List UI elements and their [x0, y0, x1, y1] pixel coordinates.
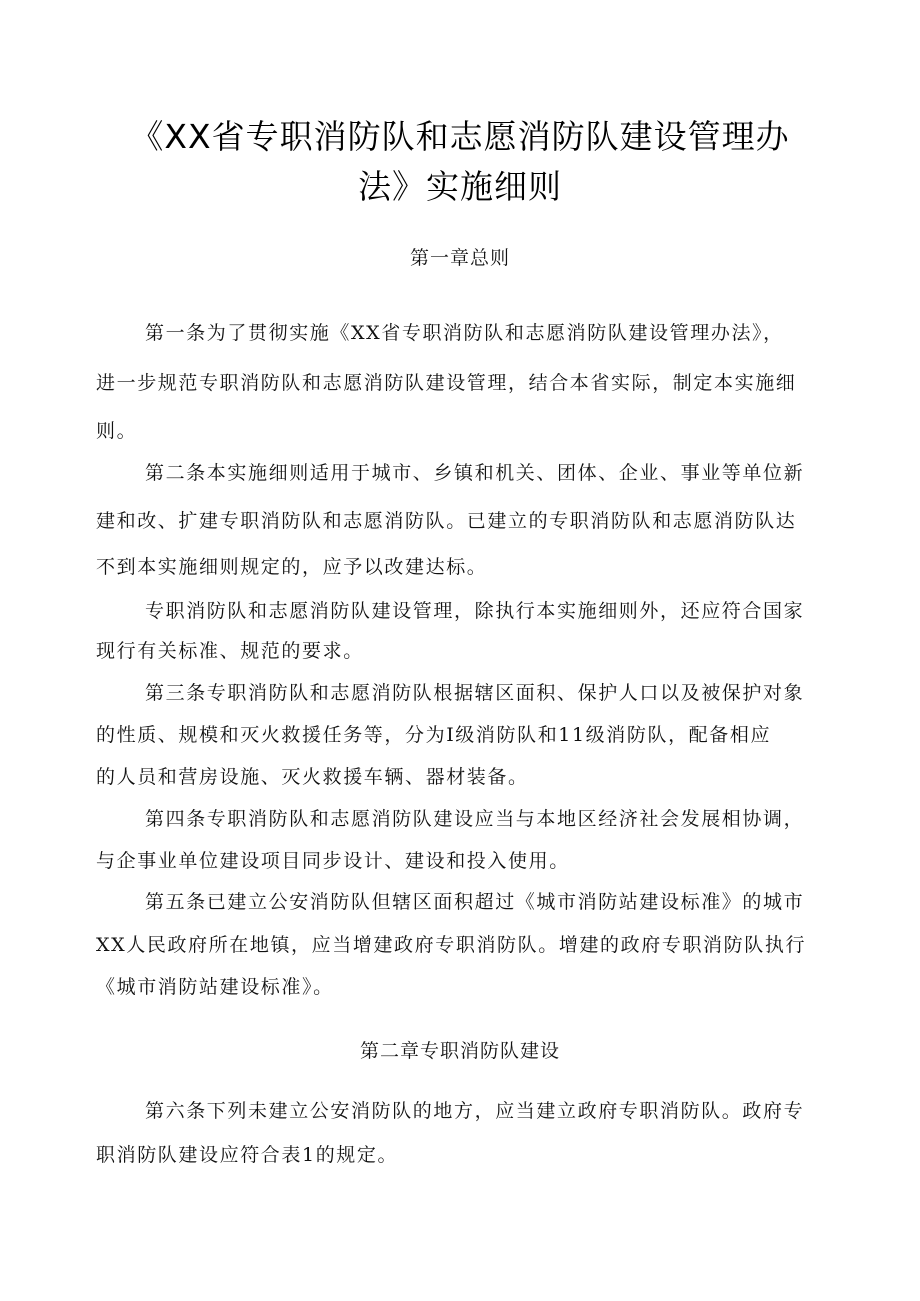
article-5-line-1: 第五条已建立公安消防队但辖区面积超过《城市消防站建设标准》的城市 — [145, 891, 805, 913]
document-title-line-1: 《XX省专职消防队和志愿消防队建设管理办 — [130, 117, 790, 156]
article-5-line-2: XX人民政府所在地镇，应当增建政府专职消防队。增建的政府专职消防队执行 — [96, 934, 807, 956]
article-1-line-3: 则。 — [96, 420, 138, 442]
article-2b-line-2: 现行有关标准、规范的要求。 — [96, 640, 364, 662]
article-2-line-2: 建和改、扩建专职消防队和志愿消防队。已建立的专职消防队和志愿消防队达 — [96, 510, 797, 532]
article-6-line-1: 第六条下列未建立公安消防队的地方，应当建立政府专职消防队。政府专 — [145, 1100, 805, 1122]
article-2-line-3: 不到本实施细则规定的，应予以改建达标。 — [96, 556, 488, 578]
article-3-line-3: 的人员和营房设施、灭火救援车辆、器材装备。 — [96, 766, 529, 788]
article-2b-line-1: 专职消防队和志愿消防队建设管理，除执行本实施细则外，还应符合国家 — [145, 600, 805, 622]
article-4-line-2: 与企事业单位建设项目同步设计、建设和投入使用。 — [96, 850, 570, 872]
document-title-line-2: 法》实施细则 — [358, 167, 562, 206]
chapter-heading-1: 第一章总则 — [409, 247, 510, 269]
article-3-line-2: 的性质、规模和灭火救援任务等，分为Ⅰ级消防队和11级消防队，配备相应 — [96, 724, 772, 746]
article-2-line-1: 第二条本实施细则适用于城市、乡镇和机关、团体、企业、事业等单位新 — [145, 462, 805, 484]
article-4-line-1: 第四条专职消防队和志愿消防队建设应当与本地区经济社会发展相协调， — [145, 808, 805, 830]
article-5-line-3: 《城市消防站建设标准》。 — [96, 976, 334, 998]
chapter-heading-2: 第二章专职消防队建设 — [359, 1040, 560, 1062]
article-1-line-1: 第一条为了贯彻实施《XX省专职消防队和志愿消防队建设管理办法》， — [145, 322, 784, 344]
article-1-line-2: 进一步规范专职消防队和志愿消防队建设管理，结合本省实际，制定本实施细 — [96, 372, 797, 394]
article-6-line-2: 职消防队建设应符合表1的规定。 — [96, 1144, 399, 1166]
article-3-line-1: 第三条专职消防队和志愿消防队根据辖区面积、保护人口以及被保护对象 — [145, 682, 805, 704]
